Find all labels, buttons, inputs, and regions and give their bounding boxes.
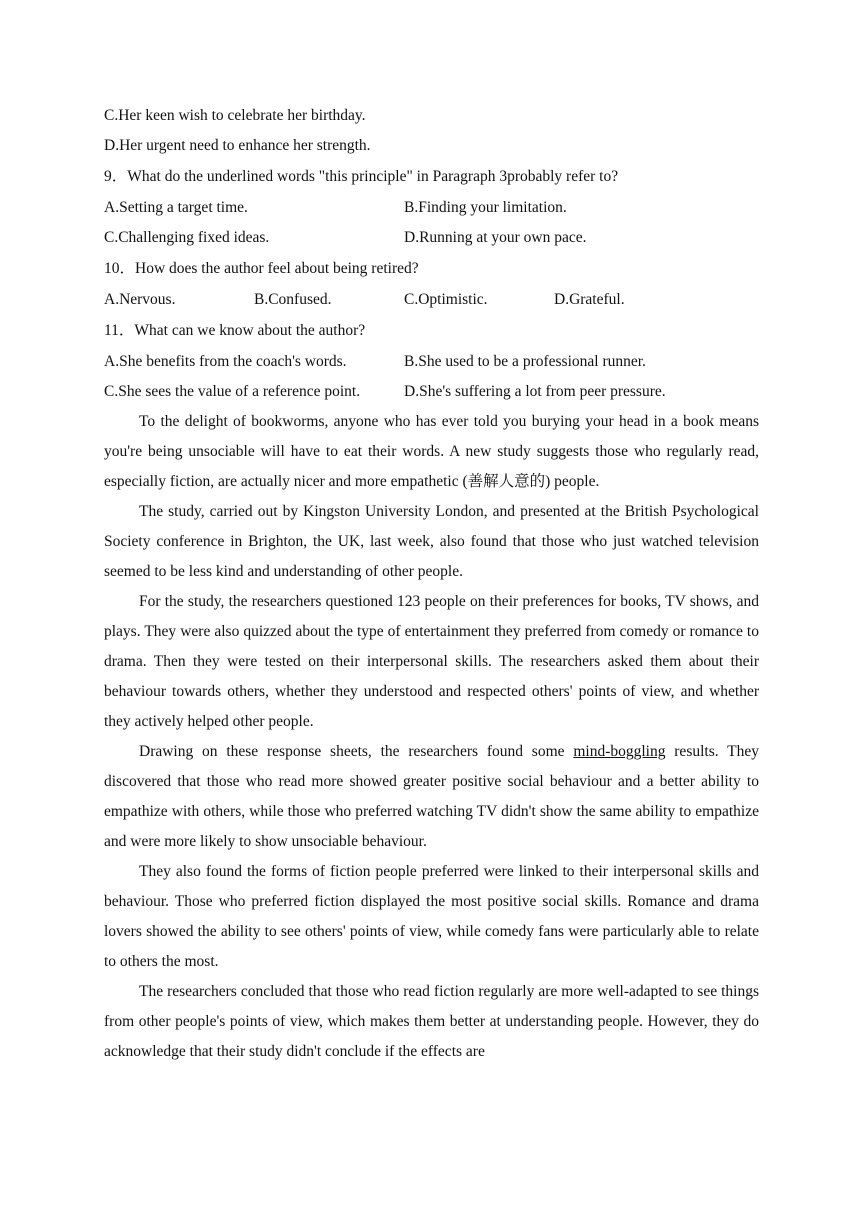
q10-option-a: A.Nervous.: [104, 291, 176, 308]
q10-stem: 10．How does the author feel about being retired?: [104, 260, 419, 277]
passage-paragraph-4-end: results. They discovered that those who read more showed greater positive social behaviour and a better ability to empathize with others, while those who preferred watching TV didn't show the same ability to empathize and were more likely to show unsociable behaviour.: [104, 743, 759, 850]
q9-option-b: B.Finding your limitation.: [404, 199, 567, 216]
q9-option-a: A.Setting a target time.: [104, 199, 248, 216]
underlined-term: mind-boggling: [573, 743, 666, 760]
q11-option-b: B.She used to be a professional runner.: [404, 353, 646, 370]
document-page: [104, 101, 759, 1067]
q9-option-d: D.Running at your own pace.: [404, 229, 587, 246]
q11-option-a: A.She benefits from the coach's words.: [104, 353, 347, 370]
q9-option-c: C.Challenging fixed ideas.: [104, 229, 270, 246]
passage-paragraph-1: To the delight of bookworms, anyone who has ever told you burying your head in a book means you're being unsociable will have to eat their words. A new study suggests those who regularly read, especially fiction, are actually nicer and more empathetic (善解人意的) people.: [104, 413, 759, 490]
q11-options-row-2: [104, 377, 759, 407]
q10-options-row: [104, 285, 759, 315]
q10-option-b: B.Confused.: [254, 291, 332, 308]
q9-options-row-1: [104, 193, 759, 223]
q11-options-row-1: [104, 347, 759, 377]
passage-paragraph-4-start: Drawing on these response sheets, the researchers found some: [139, 743, 574, 760]
passage-paragraph-3: For the study, the researchers questioned 123 people on their preferences for books, TV shows, and plays. They were also quizzed about the type of entertainment they preferred from comedy or romance to drama. Then they were tested on their interpersonal skills. The researchers asked them about their behaviour towards others, whether they understood and respected others' points of view, and whether they actively helped other people.: [104, 593, 759, 730]
q10-option-c: C.Optimistic.: [404, 291, 488, 308]
q9-stem: 9．What do the underlined words "this principle" in Paragraph 3probably refer to?: [104, 168, 619, 185]
passage-paragraph-2: The study, carried out by Kingston University London, and presented at the British Psychological Society conference in Brighton, the UK, last week, also found that those who just watched television seemed to be less kind and understanding of other people.: [104, 503, 759, 580]
q11-option-d: D.She's suffering a lot from peer pressure.: [404, 383, 666, 400]
passage-paragraph-5: They also found the forms of fiction people preferred were linked to their interpersonal skills and behaviour. Those who preferred fiction displayed the most positive social skills. Romance and drama lovers showed the ability to see others' points of view, while comedy fans were particularly able to relate to others the most.: [104, 863, 759, 970]
passage-paragraph-6: The researchers concluded that those who read fiction regularly are more well-adapted to see things from other people's points of view, which makes them better at understanding people. However, they do acknowledge that their study didn't conclude if the effects are: [104, 983, 759, 1060]
q10-option-d: D.Grateful.: [554, 291, 625, 308]
q8-option-d: D.Her urgent need to enhance her strength.: [104, 137, 371, 154]
q9-options-row-2: [104, 223, 759, 253]
q11-option-c: C.She sees the value of a reference point.: [104, 383, 361, 400]
q8-option-c: C.Her keen wish to celebrate her birthday.: [104, 107, 366, 124]
passage-paragraph-4: [104, 737, 759, 857]
q11-stem: 11．What can we know about the author?: [104, 322, 366, 339]
